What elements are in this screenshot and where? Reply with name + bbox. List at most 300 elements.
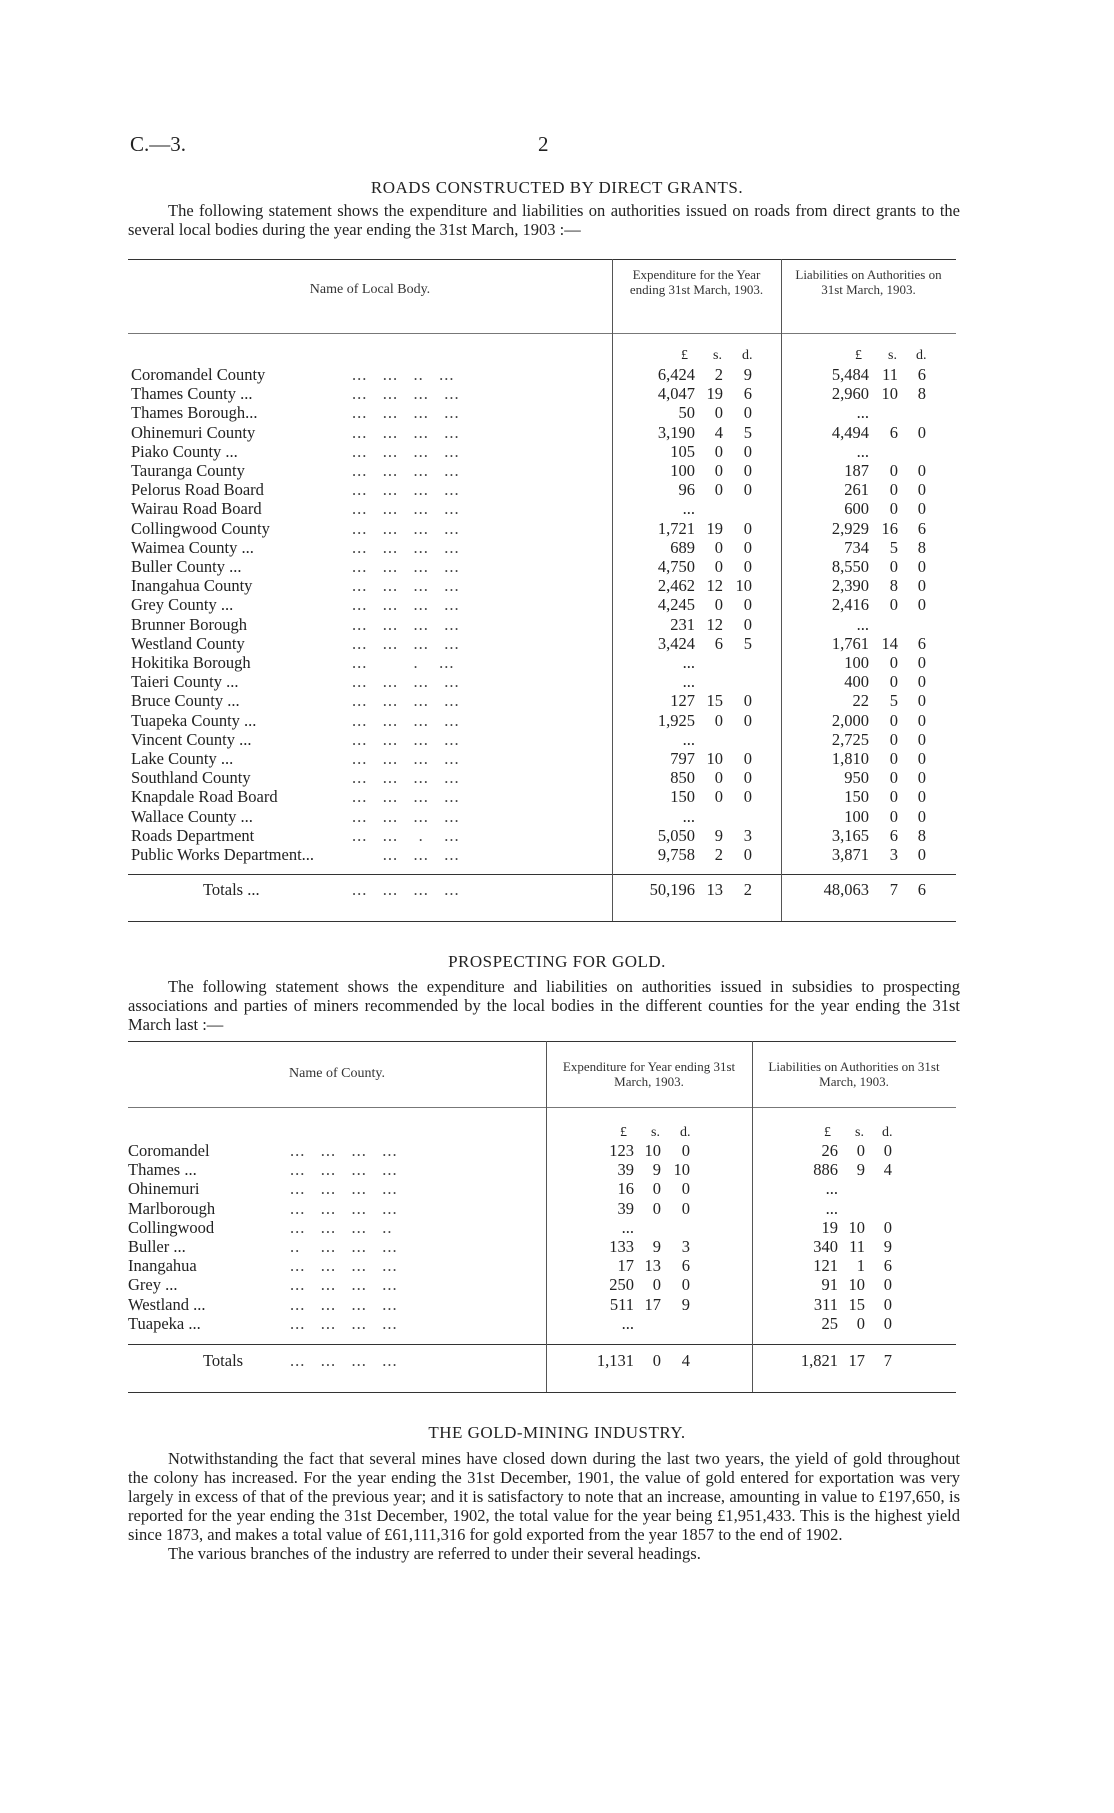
expenditure-pence: 0: [743, 845, 752, 864]
liabilities-pounds: 150: [844, 787, 869, 807]
liabilities-pence: 0: [917, 845, 926, 864]
expenditure-pence: 5: [743, 633, 752, 653]
column-header-name: Name of Local Body.: [309, 282, 431, 297]
liabilities-pounds: 400: [844, 672, 869, 692]
liabilities-pence: 6: [917, 633, 926, 653]
expenditure-pounds: 4,750: [657, 557, 695, 576]
row-name: Public Works Department...: [131, 845, 315, 864]
expenditure-shillings: 0: [714, 461, 723, 480]
liabilities-pence: 8: [917, 825, 926, 845]
expenditure-pounds: ...: [682, 672, 695, 692]
expenditure-shillings: 19: [706, 384, 723, 404]
table-row: [0, 672, 1114, 691]
industry-paragraph-1: Notwithstanding the fact that several mines have closed down during the last two years, the yield of gold throughout the colony has increased. For the year ending the 31st December, 1901, the value of gold entered for exportation was very largely in excess of that of the previous year; and it is satisfactory to note that an increase, amounting in value to £197,650, is reported for the year ending the 31st December, 1902, the total value for the year being £1,951,433. This is the highest yield since 1873, and makes a total value of £61,111,316 for gold exported from the year 1857 to the end of 1902.: [128, 1449, 960, 1544]
liabilities-shillings: 6: [889, 825, 898, 845]
leader-dots: ... ... ... ...: [352, 576, 460, 596]
liabilities-pounds: ...: [825, 1179, 838, 1199]
table-row: [0, 538, 1114, 557]
leader-dots: ... ... ... ...: [352, 518, 460, 538]
liabilities-shillings: 3: [889, 845, 898, 864]
liabilities-pence: 6: [917, 365, 926, 384]
totals-top-rule: [128, 1344, 956, 1345]
leader-dots: ... ... ... ...: [290, 1198, 398, 1218]
liabilities-pounds: 2,960: [831, 384, 869, 404]
column-header-expenditure: Expenditure for the Year ending 31st March, 1903.: [629, 267, 764, 297]
liabilities-pounds: 100: [844, 653, 869, 672]
leader-dots: ... ... ...: [352, 845, 460, 864]
liabilities-shillings: 1: [856, 1256, 865, 1276]
expenditure-pence: 10: [735, 576, 752, 596]
expenditure-pounds: 96: [678, 480, 695, 500]
liabilities-shillings: 9: [856, 1160, 865, 1180]
expenditure-shillings: 9: [714, 825, 723, 845]
table-row: [0, 403, 1114, 422]
expenditure-pence: 9: [681, 1294, 690, 1314]
row-name: Vincent County ...: [131, 729, 252, 749]
table-top-rule: [128, 1041, 956, 1042]
expenditure-pence: 0: [743, 461, 752, 480]
leader-dots: ... ... ... ...: [352, 672, 460, 692]
leader-dots: ... ... ... ...: [352, 614, 460, 634]
liabilities-pence: 6: [917, 518, 926, 538]
leader-dots: ... ... ... ...: [290, 1294, 398, 1314]
totals-label: Totals: [203, 1351, 244, 1370]
leader-dots: ... ... ... ...: [352, 461, 460, 480]
table-row: [0, 1199, 1114, 1218]
liabilities-pence: 0: [917, 672, 926, 692]
expenditure-shillings: 13: [644, 1256, 661, 1276]
liabilities-shillings: 5: [889, 537, 898, 557]
liabilities-pence: 0: [883, 1217, 892, 1237]
expenditure-pound-unit: £: [681, 348, 688, 363]
totals-top-rule: [128, 874, 956, 875]
leader-dots: ... ... ... ...: [352, 768, 460, 788]
leader-dots: ... ... ... ...: [290, 1256, 398, 1276]
row-name: Grey ...: [128, 1275, 178, 1295]
table-bottom-rule: [128, 921, 956, 922]
liabilities-shillings: 0: [856, 1313, 865, 1333]
table-row: [0, 1314, 1114, 1333]
table-row: [0, 1295, 1114, 1314]
row-name: Westland ...: [128, 1294, 206, 1314]
leader-dots: ... . ...: [352, 653, 455, 672]
liabilities-pounds: 1,810: [831, 749, 869, 768]
expenditure-pounds: 123: [609, 1141, 634, 1160]
table-row: [0, 423, 1114, 442]
table-row: [0, 595, 1114, 614]
row-name: Collingwood: [128, 1217, 215, 1237]
industry-text: [128, 1449, 960, 1563]
leader-dots: ... ... ... ...: [290, 1141, 398, 1160]
expenditure-shillings: 0: [714, 403, 723, 423]
totals-row: [0, 1351, 1114, 1370]
liabilities-pounds: 8,550: [831, 557, 869, 576]
expenditure-pounds: 16: [617, 1179, 634, 1199]
column-header-name: Name of County.: [289, 1066, 385, 1081]
expenditure-pence: 3: [743, 825, 752, 845]
expenditure-pence: 2: [743, 880, 752, 899]
liabilities-pence: 0: [917, 710, 926, 730]
liabilities-pence: 7: [883, 1351, 892, 1370]
expenditure-pounds: 50,196: [649, 880, 695, 899]
table-row: [0, 826, 1114, 845]
expenditure-pounds: 4,245: [657, 595, 695, 615]
expenditure-pounds: 250: [609, 1275, 634, 1295]
gold-intro-text: The following statement shows the expenditure and liabilities on authorities issued in subsidies to prospecting associations and parties of miners recommended by the local bodies in the different counties for the year ending the 31st March last :—: [128, 977, 960, 1034]
row-name: Lake County ...: [131, 749, 234, 768]
row-name: Westland County: [131, 633, 245, 653]
column-header-liabilities: Liabilities on Authorities on 31st March, 1903.: [795, 267, 942, 297]
liabilities-pence: 0: [917, 499, 926, 519]
liabilities-pounds: 600: [844, 499, 869, 519]
liabilities-pounds: 1,761: [831, 633, 869, 653]
leader-dots: ... ... ... ...: [352, 422, 460, 442]
roads-intro: [128, 201, 960, 239]
expenditure-pounds: 39: [617, 1160, 634, 1180]
expenditure-pence: 6: [743, 384, 752, 404]
liabilities-shillings: 10: [848, 1275, 865, 1295]
expenditure-pounds: ...: [621, 1313, 634, 1333]
expenditure-shillings: 0: [714, 768, 723, 788]
row-name: Ohinemuri: [128, 1179, 200, 1199]
liabilities-pence: 4: [883, 1160, 892, 1180]
row-name: Inangahua County: [131, 576, 253, 596]
table-row: [0, 519, 1114, 538]
expenditure-shillings: 15: [706, 691, 723, 711]
row-name: Wallace County ...: [131, 806, 253, 826]
liabilities-pounds: 22: [852, 691, 869, 711]
expenditure-shillings: 10: [644, 1141, 661, 1160]
leader-dots: .. ... ... ...: [290, 1237, 398, 1256]
expenditure-pence: 0: [743, 595, 752, 615]
table-row: [0, 691, 1114, 710]
row-name: Brunner Borough: [131, 614, 247, 634]
table-row: [0, 1218, 1114, 1237]
liabilities-shillings: 0: [856, 1141, 865, 1160]
expenditure-pence: 0: [681, 1198, 690, 1218]
leader-dots: ... ... ... ...: [352, 480, 460, 500]
row-name: Taieri County ...: [131, 672, 239, 692]
table-bottom-rule: [128, 1392, 956, 1393]
expenditure-pounds: 3,190: [657, 422, 695, 442]
leader-dots: ... ... ... ...: [352, 403, 460, 423]
liabilities-pounds: 311: [813, 1294, 838, 1314]
leader-dots: ... ... ... ...: [352, 787, 460, 807]
expenditure-shillings: 6: [714, 633, 723, 653]
expenditure-pence-unit: d.: [680, 1125, 691, 1140]
expenditure-pounds: 150: [670, 787, 695, 807]
liabilities-pounds: 19: [821, 1217, 838, 1237]
liabilities-pounds: 2,000: [831, 710, 869, 730]
row-name: Collingwood County: [131, 518, 270, 538]
expenditure-pence: 0: [743, 403, 752, 423]
expenditure-pounds: 689: [670, 537, 695, 557]
expenditure-pounds: ...: [682, 653, 695, 672]
liabilities-shillings: 0: [889, 749, 898, 768]
expenditure-shillings: 9: [652, 1160, 661, 1180]
row-name: Marlborough: [128, 1198, 216, 1218]
liabilities-pence: 0: [917, 806, 926, 826]
expenditure-pence: 0: [743, 749, 752, 768]
leader-dots: ... ... ... ...: [352, 499, 460, 519]
leader-dots: ... ... . ...: [352, 825, 460, 845]
expenditure-shilling-unit: s.: [713, 348, 722, 363]
liabilities-shillings: 0: [889, 461, 898, 480]
liabilities-pounds: 2,416: [831, 595, 869, 615]
expenditure-pounds: 100: [670, 461, 695, 480]
row-name: Waimea County ...: [131, 537, 254, 557]
liabilities-pence: 0: [883, 1313, 892, 1333]
liabilities-pence: 0: [917, 749, 926, 768]
expenditure-pounds: 3,424: [657, 633, 695, 653]
liabilities-pounds: 4,494: [831, 422, 869, 442]
liabilities-pounds: 121: [813, 1256, 838, 1276]
table-row: [0, 557, 1114, 576]
liabilities-pounds: 25: [821, 1313, 838, 1333]
expenditure-pounds: 5,050: [657, 825, 695, 845]
roads-title: ROADS CONSTRUCTED BY DIRECT GRANTS.: [370, 178, 744, 197]
liabilities-shillings: 0: [889, 557, 898, 576]
expenditure-pounds: 50: [678, 403, 695, 423]
liabilities-pounds: 100: [844, 806, 869, 826]
liabilities-shillings: 0: [889, 499, 898, 519]
row-name: Inangahua: [128, 1256, 197, 1276]
expenditure-pence: 0: [681, 1179, 690, 1199]
totals-row: [0, 880, 1114, 899]
liabilities-pounds: 2,725: [831, 729, 869, 749]
expenditure-shillings: 0: [652, 1179, 661, 1199]
expenditure-shillings: 13: [706, 880, 723, 899]
expenditure-shillings: 12: [706, 576, 723, 596]
table-row: [0, 1256, 1114, 1275]
column-header-liabilities: Liabilities on Authorities on 31st March, 1903.: [768, 1059, 940, 1089]
liabilities-shillings: 14: [881, 633, 898, 653]
liabilities-pence: 0: [917, 422, 926, 442]
liabilities-pounds: 48,063: [823, 880, 869, 899]
liabilities-pounds: 2,929: [831, 518, 869, 538]
liabilities-shillings: 10: [881, 384, 898, 404]
gold-title: PROSPECTING FOR GOLD.: [448, 952, 666, 971]
expenditure-pounds: 133: [609, 1237, 634, 1256]
expenditure-pounds: 4,047: [657, 384, 695, 404]
liabilities-pence: 9: [883, 1237, 892, 1256]
liabilities-pounds: 187: [844, 461, 869, 480]
table-row: [0, 634, 1114, 653]
leader-dots: ... ... .. ...: [352, 365, 455, 384]
expenditure-shillings: 2: [714, 845, 723, 864]
expenditure-pounds: 1,925: [657, 710, 695, 730]
leader-dots: ... ... ... ...: [352, 710, 460, 730]
row-name: Knapdale Road Board: [131, 787, 278, 807]
leader-dots: ... ... ... ...: [352, 729, 460, 749]
table-row: [0, 615, 1114, 634]
row-name: Hokitika Borough: [131, 653, 251, 672]
liabilities-shillings: 6: [889, 422, 898, 442]
table-row: [0, 711, 1114, 730]
liabilities-pounds: ...: [856, 614, 869, 634]
expenditure-pounds: 1,721: [657, 518, 695, 538]
table-row: [0, 442, 1114, 461]
expenditure-pence: 0: [681, 1275, 690, 1295]
liabilities-shillings: 0: [889, 729, 898, 749]
liabilities-pound-unit: £: [824, 1125, 831, 1140]
expenditure-shillings: 0: [714, 480, 723, 500]
leader-dots: ... ... ... ...: [352, 595, 460, 615]
liabilities-pounds: 734: [844, 537, 869, 557]
column-header-expenditure: Expenditure for Year ending 31st March, 1903.: [562, 1059, 736, 1089]
leader-dots: ... ... ... ...: [352, 384, 460, 404]
liabilities-shillings: 8: [889, 576, 898, 596]
row-name: Buller County ...: [131, 557, 242, 576]
liabilities-pence: 0: [917, 691, 926, 711]
table-row: [0, 749, 1114, 768]
expenditure-pounds: 17: [617, 1256, 634, 1276]
row-name: Thames Borough...: [131, 403, 258, 423]
liabilities-pence: 0: [883, 1275, 892, 1295]
expenditure-shillings: 9: [652, 1237, 661, 1256]
row-name: Tauranga County: [131, 461, 245, 480]
expenditure-shillings: 0: [652, 1351, 661, 1370]
liabilities-pence: 0: [917, 576, 926, 596]
leader-dots: ... ... ... ...: [352, 749, 460, 768]
liabilities-pence: 6: [883, 1256, 892, 1276]
liabilities-pence-unit: d.: [916, 348, 927, 363]
gold-intro: [128, 977, 960, 1034]
leader-dots: ... ... ... ..: [290, 1217, 393, 1237]
document-reference: C.—3.: [130, 132, 187, 156]
liabilities-shillings: 0: [889, 787, 898, 807]
liabilities-pence-unit: d.: [882, 1125, 893, 1140]
table-row: [0, 653, 1114, 672]
table-row: [0, 845, 1114, 864]
expenditure-shillings: 4: [714, 422, 723, 442]
expenditure-pence: 0: [743, 518, 752, 538]
expenditure-pounds: 1,131: [596, 1351, 634, 1370]
expenditure-pound-unit: £: [620, 1125, 627, 1140]
roads-intro-text: The following statement shows the expenditure and liabilities on authorities issued on roads from direct grants to the several local bodies during the year ending the 31st March, 1903 :—: [128, 201, 960, 239]
industry-paragraph-2: The various branches of the industry are referred to under their several headings.: [168, 1544, 701, 1563]
leader-dots: ... ... ... ...: [290, 1275, 398, 1295]
expenditure-shillings: 0: [714, 710, 723, 730]
liabilities-pounds: 261: [844, 480, 869, 500]
table-row: [0, 461, 1114, 480]
liabilities-shillings: 11: [882, 365, 898, 384]
expenditure-shillings: 0: [714, 441, 723, 461]
expenditure-pounds: 9,758: [657, 845, 695, 864]
expenditure-pence-unit: d.: [742, 348, 753, 363]
row-name: Grey County ...: [131, 595, 234, 615]
expenditure-pence: 0: [743, 787, 752, 807]
expenditure-pounds: 105: [670, 441, 695, 461]
leader-dots: ... ... ... ...: [352, 441, 460, 461]
expenditure-pence: 0: [743, 614, 752, 634]
liabilities-pounds: 26: [821, 1141, 838, 1160]
row-name: Buller ...: [128, 1237, 186, 1256]
table-row: [0, 499, 1114, 518]
liabilities-shillings: 0: [889, 595, 898, 615]
table-row: [0, 787, 1114, 806]
row-name: Piako County ...: [131, 441, 238, 461]
table-row: [0, 1237, 1114, 1256]
liabilities-pence: 6: [917, 880, 926, 899]
expenditure-pounds: 6,424: [657, 365, 695, 384]
row-name: Wairau Road Board: [131, 499, 262, 519]
row-name: Southland County: [131, 768, 251, 788]
liabilities-pence: 0: [917, 461, 926, 480]
table-row: [0, 480, 1114, 499]
expenditure-pounds: ...: [682, 806, 695, 826]
table-row: [0, 365, 1114, 384]
liabilities-pence: 0: [917, 768, 926, 788]
row-name: Coromandel: [128, 1141, 210, 1160]
liabilities-pence: 0: [917, 595, 926, 615]
expenditure-shilling-unit: s.: [651, 1125, 660, 1140]
expenditure-pence: 6: [681, 1256, 690, 1276]
industry-title: THE GOLD-MINING INDUSTRY.: [428, 1423, 686, 1442]
liabilities-shillings: 0: [889, 710, 898, 730]
expenditure-pounds: 797: [670, 749, 695, 768]
liabilities-shilling-unit: s.: [855, 1125, 864, 1140]
table-top-rule: [128, 259, 956, 260]
expenditure-pounds: 127: [670, 691, 695, 711]
table-row: [0, 1179, 1114, 1198]
expenditure-pence: 0: [743, 557, 752, 576]
liabilities-shillings: 0: [889, 768, 898, 788]
liabilities-shillings: 16: [881, 518, 898, 538]
expenditure-pounds: 231: [670, 614, 695, 634]
leader-dots: ... ... ... ...: [352, 806, 460, 826]
table-row: [0, 1275, 1114, 1294]
expenditure-pounds: 39: [617, 1198, 634, 1218]
expenditure-pence: 4: [681, 1351, 690, 1370]
liabilities-pounds: 3,165: [831, 825, 869, 845]
liabilities-pence: 0: [917, 653, 926, 672]
liabilities-pence: 0: [883, 1141, 892, 1160]
expenditure-pence: 5: [743, 422, 752, 442]
liabilities-shillings: 5: [889, 691, 898, 711]
liabilities-shillings: 17: [848, 1351, 865, 1370]
expenditure-shillings: 2: [714, 365, 723, 384]
row-name: Ohinemuri County: [131, 422, 256, 442]
table-row: [0, 576, 1114, 595]
header-bottom-rule: [128, 1107, 956, 1108]
expenditure-pence: 0: [743, 691, 752, 711]
leader-dots: ... ... ... ...: [290, 1351, 398, 1370]
leader-dots: ... ... ... ...: [290, 1179, 398, 1199]
expenditure-pence: 9: [743, 365, 752, 384]
leader-dots: ... ... ... ...: [290, 1160, 398, 1180]
expenditure-pence: 0: [743, 441, 752, 461]
row-name: Tuapeka County ...: [131, 710, 257, 730]
liabilities-shillings: 15: [848, 1294, 865, 1314]
expenditure-pounds: ...: [621, 1217, 634, 1237]
liabilities-shillings: 0: [889, 806, 898, 826]
leader-dots: ... ... ... ...: [352, 880, 460, 899]
row-name: Coromandel County: [131, 365, 266, 384]
liabilities-pence: 0: [917, 557, 926, 576]
liabilities-shillings: 11: [849, 1237, 865, 1256]
liabilities-pence: 0: [917, 729, 926, 749]
header-bottom-rule: [128, 333, 956, 334]
row-name: Thames ...: [128, 1160, 197, 1180]
leader-dots: ... ... ... ...: [290, 1313, 398, 1333]
liabilities-pence: 0: [917, 787, 926, 807]
leader-dots: ... ... ... ...: [352, 691, 460, 711]
leader-dots: ... ... ... ...: [352, 557, 460, 576]
expenditure-pence: 0: [743, 537, 752, 557]
liabilities-pence: 8: [917, 537, 926, 557]
expenditure-shillings: 10: [706, 749, 723, 768]
